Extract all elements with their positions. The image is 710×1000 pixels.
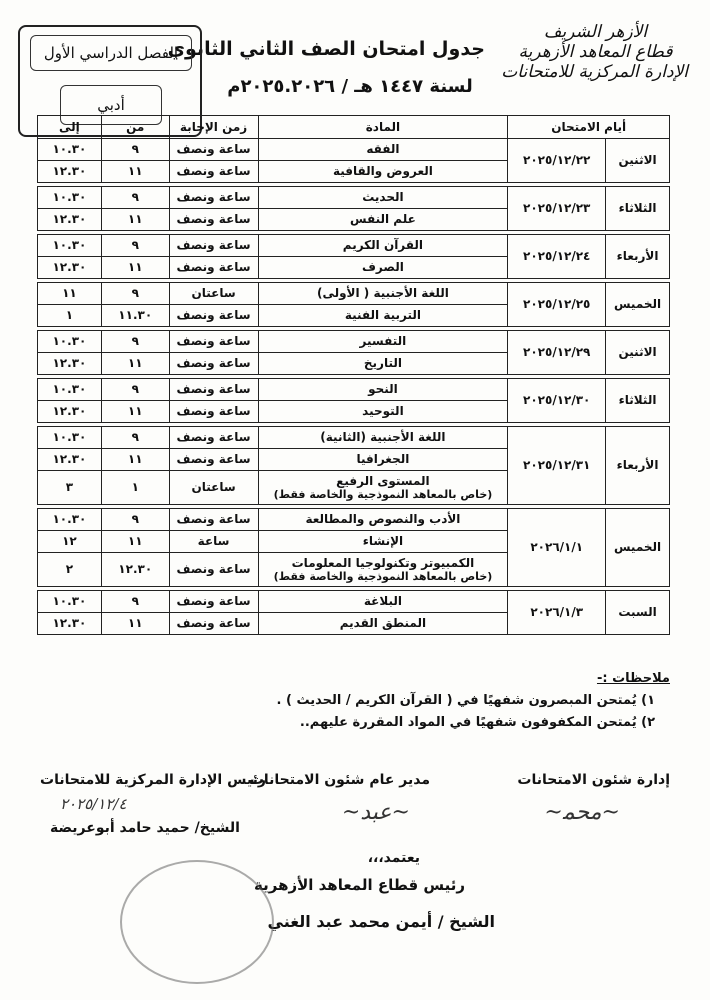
from-cell: ١١ xyxy=(101,209,169,231)
subject-name: اللغة الأجنبية (الثانية) xyxy=(320,430,446,444)
col-header-days: أيام الامتحان xyxy=(508,116,670,139)
duration-cell: ساعة ونصف xyxy=(169,449,258,471)
subject-name: القرآن الكريم xyxy=(342,238,424,252)
exam-day: الاثنين xyxy=(606,331,670,375)
subject-name: التاريخ xyxy=(363,356,402,370)
subject-name: اللغة الأجنبية ( الأولى) xyxy=(316,286,449,300)
to-cell: ١٠.٣٠ xyxy=(38,187,102,209)
subject-cell xyxy=(258,401,508,423)
duration-cell: ساعة ونصف xyxy=(169,257,258,279)
subject-cell xyxy=(258,379,508,401)
from-cell: ١١ xyxy=(101,449,169,471)
col-header-from: من xyxy=(101,116,169,139)
exam-date: ٢٠٢٥/١٢/٢٢ xyxy=(508,139,606,183)
subject-cell xyxy=(258,613,508,635)
from-cell: ١١ xyxy=(101,531,169,553)
exam-day: السبت xyxy=(606,591,670,635)
duration-cell: ساعة ونصف xyxy=(169,553,258,587)
subject-cell xyxy=(258,187,508,209)
to-cell: ٣ xyxy=(38,471,102,505)
from-cell: ١١ xyxy=(101,613,169,635)
sector-head-title: رئيس قطاع المعاهد الأزهرية xyxy=(254,876,465,894)
signature-central-head: رئيس الإدارة المركزية للامتحانات xyxy=(40,772,266,788)
subject-name: الحديث xyxy=(362,190,404,204)
subject-cell xyxy=(258,449,508,471)
azhar-logo-text xyxy=(503,22,688,82)
subject-name: الكمبيوتر وتكنولوجيا المعلومات xyxy=(291,555,475,570)
central-head-name: الشيخ/ حميد حامد أبوعريضة xyxy=(50,820,240,836)
subject-name: النحو xyxy=(368,382,398,396)
to-cell: ١٠.٣٠ xyxy=(38,379,102,401)
exam-day: الثلاثاء xyxy=(606,187,670,231)
from-cell: ٩ xyxy=(101,139,169,161)
to-cell: ١٢.٣٠ xyxy=(38,449,102,471)
logo-line-2: قطاع المعاهد الأزهرية xyxy=(518,42,673,62)
from-cell: ٩ xyxy=(101,591,169,613)
duration-cell: ساعة ونصف xyxy=(169,139,258,161)
semester-label: الفصل الدراسي الأول xyxy=(30,35,192,71)
exam-date: ٢٠٢٥/١٢/٢٣ xyxy=(508,187,606,231)
subject-cell xyxy=(258,161,508,183)
exam-day: الثلاثاء xyxy=(606,379,670,423)
subject-cell xyxy=(258,591,508,613)
subject-cell xyxy=(258,139,508,161)
col-header-to: إلى xyxy=(38,116,102,139)
table-row xyxy=(38,427,670,449)
from-cell: ١ xyxy=(101,471,169,505)
to-cell: ١٠.٣٠ xyxy=(38,509,102,531)
subject-cell xyxy=(258,427,508,449)
subject-name: البلاغة xyxy=(363,594,402,608)
from-cell: ٩ xyxy=(101,283,169,305)
exam-date: ٢٠٢٦/١/٣ xyxy=(508,591,606,635)
signature-exams-admin: إدارة شئون الامتحانات xyxy=(517,772,670,788)
from-cell: ١١ xyxy=(101,161,169,183)
subject-name: المنطق القديم xyxy=(339,616,427,630)
to-cell: ١٢.٣٠ xyxy=(38,257,102,279)
duration-cell: ساعة ونصف xyxy=(169,235,258,257)
logo-line-3: الإدارة المركزية للامتحانات xyxy=(501,62,688,82)
from-cell: ١١.٣٠ xyxy=(101,305,169,327)
duration-cell: ساعة ونصف xyxy=(169,209,258,231)
table-row xyxy=(38,331,670,353)
exam-day: الخميس xyxy=(606,509,670,587)
from-cell: ١١ xyxy=(101,401,169,423)
from-cell: ٩ xyxy=(101,379,169,401)
subject-name: الأدب والنصوص والمطالعة xyxy=(305,512,461,526)
to-cell: ١٢.٣٠ xyxy=(38,401,102,423)
col-header-subject: المادة xyxy=(258,116,508,139)
from-cell: ١٢.٣٠ xyxy=(101,553,169,587)
to-cell: ١٠.٣٠ xyxy=(38,427,102,449)
exam-date: ٢٠٢٥/١٢/٢٥ xyxy=(508,283,606,327)
subject-note: (خاص بالمعاهد النموذجية والخاصة فقط) xyxy=(273,569,493,583)
subject-name: التربية الفنية xyxy=(344,308,421,322)
duration-cell: ساعة ونصف xyxy=(169,331,258,353)
page-title: جدول امتحان الصف الثاني الثانوي xyxy=(167,38,485,60)
duration-cell: ساعتان xyxy=(169,283,258,305)
exam-date: ٢٠٢٥/١٢/٣٠ xyxy=(508,379,606,423)
duration-cell: ساعة ونصف xyxy=(169,509,258,531)
to-cell: ١٢.٣٠ xyxy=(38,613,102,635)
to-cell: ١١ xyxy=(38,283,102,305)
subject-cell xyxy=(258,553,508,587)
table-row xyxy=(38,591,670,613)
exam-day: الأربعاء xyxy=(606,235,670,279)
subject-name: التوحيد xyxy=(362,404,404,418)
subject-cell xyxy=(258,509,508,531)
approval-text: يعتمد،،، xyxy=(367,850,420,866)
to-cell: ١٠.٣٠ xyxy=(38,331,102,353)
academic-year: لسنة ١٤٤٧ هـ / ٢٠٢٥.٢٠٢٦م xyxy=(227,76,473,97)
duration-cell: ساعة ونصف xyxy=(169,353,258,375)
track-label: أدبي xyxy=(60,85,162,125)
subject-cell xyxy=(258,235,508,257)
to-cell: ١٢.٣٠ xyxy=(38,353,102,375)
logo-line-1: الأزهر الشريف xyxy=(543,22,648,42)
col-header-duration: زمن الإجابة xyxy=(169,116,258,139)
exam-date: ٢٠٢٥/١٢/٢٤ xyxy=(508,235,606,279)
sector-head-name: الشيخ / أيمن محمد عبد الغني xyxy=(267,912,495,931)
subject-name: العروض والقافية xyxy=(332,164,433,178)
subject-cell xyxy=(258,283,508,305)
subject-cell xyxy=(258,305,508,327)
table-row xyxy=(38,235,670,257)
to-cell: ١٠.٣٠ xyxy=(38,591,102,613)
from-cell: ٩ xyxy=(101,427,169,449)
subject-note: (خاص بالمعاهد النموذجية والخاصة فقط) xyxy=(273,487,493,501)
exam-schedule-table xyxy=(37,115,670,635)
duration-cell: ساعة ونصف xyxy=(169,401,258,423)
subject-cell xyxy=(258,331,508,353)
exam-date: ٢٠٢٥/١٢/٣١ xyxy=(508,427,606,505)
duration-cell: ساعة ونصف xyxy=(169,187,258,209)
subject-name: المستوى الرفيع xyxy=(336,473,430,488)
to-cell: ١٠.٣٠ xyxy=(38,139,102,161)
duration-cell: ساعة ونصف xyxy=(169,591,258,613)
subject-name: الجغرافيا xyxy=(356,452,410,466)
from-cell: ٩ xyxy=(101,187,169,209)
exam-day: الاثنين xyxy=(606,139,670,183)
subject-name: الصرف xyxy=(361,260,404,274)
exam-day: الخميس xyxy=(606,283,670,327)
subject-cell xyxy=(258,531,508,553)
subject-name: علم النفس xyxy=(350,212,416,226)
duration-cell: ساعة ونصف xyxy=(169,613,258,635)
to-cell: ١ xyxy=(38,305,102,327)
from-cell: ٩ xyxy=(101,331,169,353)
handwritten-date: ٢٠٢٥/١٢/٤ xyxy=(60,795,127,813)
signature-general-manager: مدير عام شئون الامتحانات xyxy=(249,772,430,788)
subject-cell xyxy=(258,257,508,279)
from-cell: ١١ xyxy=(101,353,169,375)
duration-cell: ساعة ونصف xyxy=(169,305,258,327)
notes-heading: ملاحظات :- xyxy=(596,671,670,686)
table-row xyxy=(38,379,670,401)
table-row xyxy=(38,187,670,209)
exam-day: الأربعاء xyxy=(606,427,670,505)
to-cell: ١٠.٣٠ xyxy=(38,235,102,257)
signature-scribble: ~ﻋﺒﺪ~ xyxy=(341,800,410,825)
table-row xyxy=(38,283,670,305)
subject-name: الفقه xyxy=(366,142,400,156)
table-header-row xyxy=(38,116,670,139)
table-row xyxy=(38,139,670,161)
subject-name: الإنشاء xyxy=(362,534,404,548)
duration-cell: ساعة ونصف xyxy=(169,427,258,449)
notes-section xyxy=(30,668,670,734)
signature-scribble: ~ﻣﺤﻤ~ xyxy=(544,800,620,825)
official-stamp xyxy=(120,860,274,984)
duration-cell: ساعة ونصف xyxy=(169,161,258,183)
to-cell: ١٢.٣٠ xyxy=(38,161,102,183)
exam-date: ٢٠٢٦/١/١ xyxy=(508,509,606,587)
from-cell: ٩ xyxy=(101,509,169,531)
duration-cell: ساعة ونصف xyxy=(169,379,258,401)
exam-date: ٢٠٢٥/١٢/٢٩ xyxy=(508,331,606,375)
to-cell: ١٢ xyxy=(38,531,102,553)
from-cell: ٩ xyxy=(101,235,169,257)
table-row xyxy=(38,509,670,531)
from-cell: ١١ xyxy=(101,257,169,279)
duration-cell: ساعتان xyxy=(169,471,258,505)
subject-cell xyxy=(258,209,508,231)
note-item: ١) يُمتحن المبصرون شفهيًا في ( القرآن الكريم / الحديث ) . xyxy=(276,693,655,708)
note-item: ٢) يُمتحن المكفوفون شفهيًا في المواد المقررة عليهم.. xyxy=(299,715,655,730)
subject-cell xyxy=(258,353,508,375)
to-cell: ٢ xyxy=(38,553,102,587)
duration-cell: ساعة xyxy=(169,531,258,553)
to-cell: ١٢.٣٠ xyxy=(38,209,102,231)
subject-name: التفسير xyxy=(359,334,407,348)
subject-cell xyxy=(258,471,508,505)
